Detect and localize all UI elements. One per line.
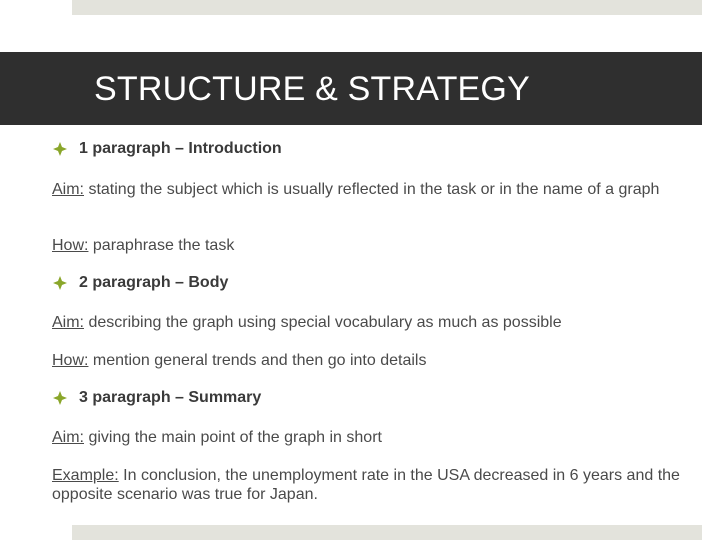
diamond-bullet-icon [53, 142, 67, 156]
aim-line-body [52, 313, 682, 332]
how-line-body [52, 351, 682, 370]
diamond-bullet-icon [53, 391, 67, 405]
section-heading-introduction [52, 140, 682, 158]
aim-line-summary [52, 428, 682, 447]
section-heading-text: 1 paragraph – Introduction [79, 140, 282, 157]
how-label: How: [52, 352, 89, 369]
how-label: How: [52, 237, 89, 254]
aim-text: describing the graph using special vocabulary as much as possible [84, 314, 562, 331]
example-line-summary [52, 466, 682, 504]
bottom-decor-bar [72, 525, 702, 540]
aim-line-introduction [52, 180, 682, 199]
aim-label: Aim: [52, 181, 84, 198]
diamond-bullet-icon [53, 276, 67, 290]
how-line-introduction [52, 236, 682, 255]
how-text: mention general trends and then go into details [88, 352, 427, 369]
section-heading-body [52, 274, 682, 292]
aim-label: Aim: [52, 429, 84, 446]
example-text: In conclusion, the unemployment rate in the USA decreased in 6 years and the opposite scenario was true for Japan. [52, 467, 680, 503]
section-heading-text: 2 paragraph – Body [79, 274, 229, 291]
aim-text: stating the subject which is usually reflected in the task or in the name of a graph [84, 181, 660, 198]
section-heading-summary [52, 389, 682, 407]
aim-text: giving the main point of the graph in short [84, 429, 382, 446]
example-label: Example: [52, 467, 119, 484]
top-decor-bar [72, 0, 702, 15]
section-heading-text: 3 paragraph – Summary [79, 389, 262, 406]
slide-title: STRUCTURE & STRATEGY [94, 70, 530, 108]
aim-label: Aim: [52, 314, 84, 331]
how-text: paraphrase the task [88, 237, 235, 254]
